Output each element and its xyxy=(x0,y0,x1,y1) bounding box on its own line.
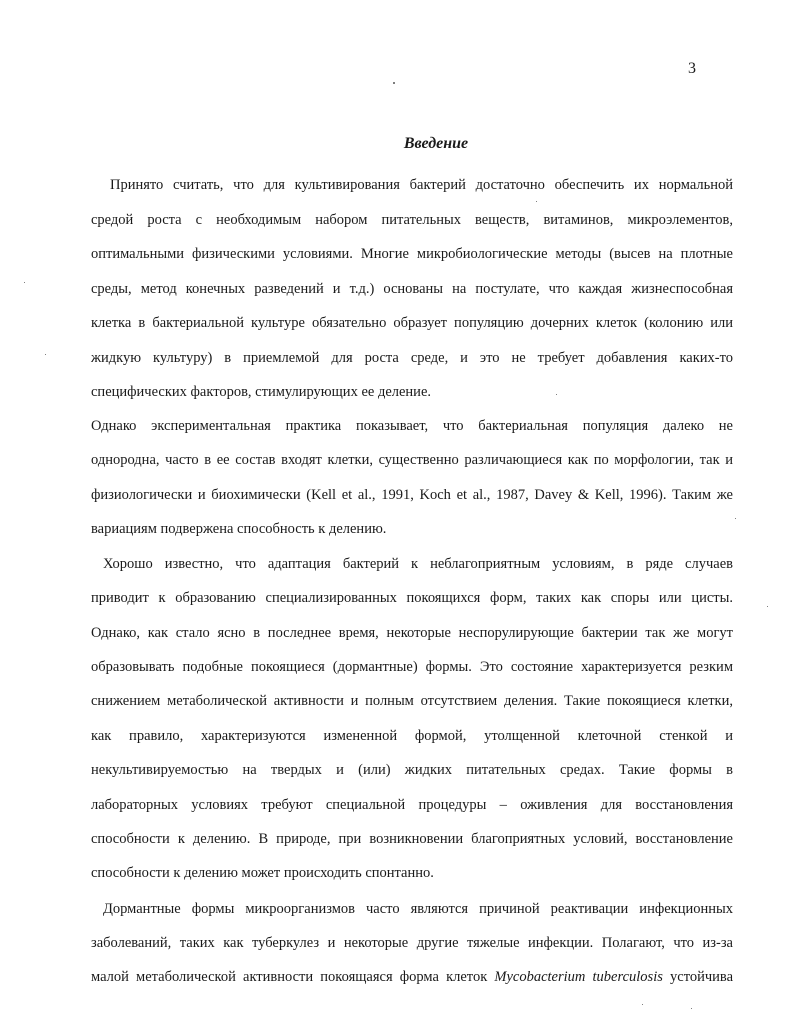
text-line: Принято считать, что для культивирования бактерий достаточно обеспечить их нормальной xyxy=(110,177,733,193)
text-line: способности к делению. В природе, при возникновении благоприятных условий, восстановление xyxy=(91,831,733,847)
scan-speck xyxy=(735,518,736,519)
text-line-last xyxy=(91,968,733,986)
scan-speck xyxy=(767,606,768,607)
text-line: вариациям подвержена способность к делению. xyxy=(91,521,387,537)
scan-speck xyxy=(642,1004,643,1005)
species-name: Mycobacterium tuberculosis xyxy=(494,969,663,985)
scan-speck xyxy=(691,1008,692,1009)
text-line: жидкую культуру) в приемлемой для роста среде, и это не требует добавления каких-то xyxy=(91,350,733,366)
text-line: специфических факторов, стимулирующих ее деление. xyxy=(91,384,432,400)
text-line: средой роста с необходимым набором питательных веществ, витаминов, микроэлементов, xyxy=(91,212,733,228)
scan-speck xyxy=(556,394,557,395)
scan-speck xyxy=(45,354,46,355)
text-segment: устойчива xyxy=(662,969,733,985)
text-line: физиологически и биохимически (Kell et al., 1991, Koch et al., 1987, Davey & Kell, 1996). Таким же xyxy=(91,487,733,503)
text-line: Однако экспериментальная практика показывает, что бактериальная популяция далеко не xyxy=(91,418,733,434)
text-line: клетка в бактериальной культуре обязательно образует популяцию дочерних клеток (колонию или xyxy=(91,315,733,331)
scan-speck xyxy=(536,201,537,202)
text-line: приводит к образованию специализированных покоящихся форм, таких как споры или цисты. xyxy=(91,590,733,606)
page-number: 3 xyxy=(688,60,696,77)
text-line: заболеваний, таких как туберкулез и некоторые другие тяжелые инфекции. Полагают, что из-за xyxy=(91,935,733,951)
text-line: среды, метод конечных разведений и т.д.) основаны на постулате, что каждая жизнеспособная xyxy=(91,281,733,297)
text-line: Хорошо известно, что адаптация бактерий к неблагоприятным условиям, в ряде случаев xyxy=(103,556,733,572)
text-line: как правило, характеризуются измененной формой, утолщенной клеточной стенкой и xyxy=(91,728,733,744)
text-line: оптимальными физическими условиями. Многие микробиологические методы (высев на плотные xyxy=(91,246,733,262)
text-line: Дормантные формы микроорганизмов часто являются причиной реактивации инфекционных xyxy=(103,901,733,917)
text-line: образовывать подобные покоящиеся (дормантные) формы. Это состояние характеризуется резким xyxy=(91,659,733,675)
text-line: снижением метаболической активности и полным отсутствием деления. Такие покоящиеся клетки, xyxy=(91,693,733,709)
text-segment: малой метаболической активности покоящаяся форма клеток xyxy=(91,969,495,985)
text-line: способности к делению может происходить спонтанно. xyxy=(91,865,434,881)
page-title: Введение xyxy=(403,135,469,152)
text-line: некультивируемостью на твердых и (или) жидких питательных средах. Такие формы в xyxy=(91,762,733,778)
text-line: Однако, как стало ясно в последнее время, некоторые неспорулирующие бактерии так же могут xyxy=(91,625,733,641)
scan-speck xyxy=(393,82,395,84)
scan-speck xyxy=(24,282,25,283)
text-line: лабораторных условиях требуют специальной процедуры – оживления для восстановления xyxy=(91,797,733,813)
text-line: однородна, часто в ее состав входят клетки, существенно различающиеся как по морфологии, так и xyxy=(91,452,733,468)
